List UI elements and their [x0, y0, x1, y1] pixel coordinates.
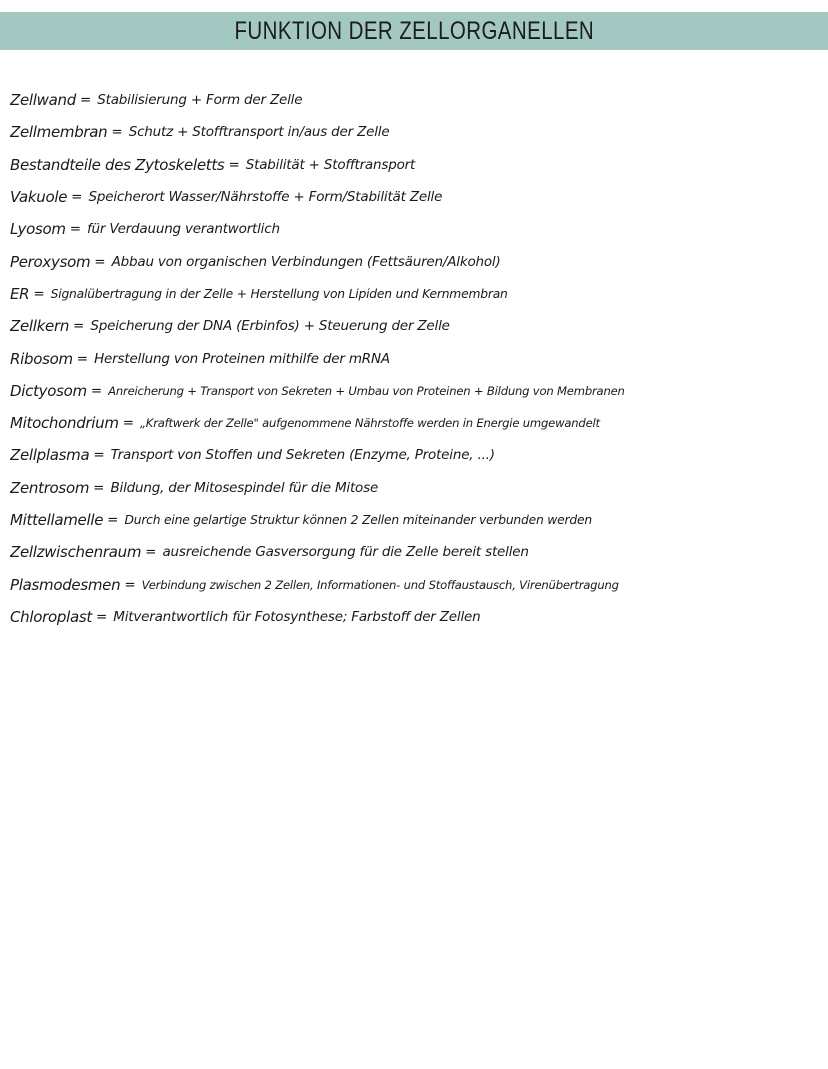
organelle-term: Chloroplast — [10, 607, 92, 626]
organelle-function: Mitverantwortlich für Fotosynthese; Farbstoff der Zellen — [113, 608, 481, 625]
organelle-term: Zellkern — [10, 317, 70, 336]
organelle-function: Schutz + Stofftransport in/aus der Zelle — [128, 124, 390, 141]
organelle-term: Peroxysom — [10, 252, 91, 271]
note-line: Dictyosom = Anreicherung + Transport von Sekreten + Umbau von Proteinen + Bildung von Membranen — [10, 381, 625, 400]
organelle-function: Verbindung zwischen 2 Zellen, Informationen- und Stoffaustausch, Virenübertragung — [141, 577, 619, 592]
note-line: Zellwand = Stabilisierung + Form der Zelle — [10, 91, 303, 110]
note-line: Zellzwischenraum = ausreichende Gasversorgung für die Zelle bereit stellen — [10, 543, 529, 562]
note-line: Peroxysom = Abbau von organischen Verbindungen (Fettsäuren/Alkohol) — [10, 252, 501, 271]
note-line: Zellkern = Speicherung der DNA (Erbinfos) + Steuerung der Zelle — [10, 317, 450, 336]
organelle-function: „Kraftwerk der Zelle" aufgenommene Nährstoffe werden in Energie umgewandelt — [140, 416, 600, 431]
title-bar — [0, 12, 828, 50]
organelle-term: Lyosom — [10, 220, 66, 239]
organelle-term: ER — [10, 284, 30, 303]
note-line: Mitochondrium = „Kraftwerk der Zelle" aufgenommene Nährstoffe werden in Energie umgewandelt — [10, 414, 600, 433]
organelle-function: Anreicherung + Transport von Sekreten + Umbau von Proteinen + Bildung von Membranen — [108, 383, 625, 398]
organelle-term: Mitochondrium — [10, 414, 119, 433]
note-line: Mittellamelle = Durch eine gelartige Struktur können 2 Zellen miteinander verbunden werden — [10, 511, 592, 529]
organelle-function: Durch eine gelartige Struktur können 2 Zellen miteinander verbunden werden — [124, 513, 592, 527]
organelle-term: Zellplasma — [10, 446, 90, 465]
organelle-function: Speicherung der DNA (Erbinfos) + Steuerung der Zelle — [90, 318, 450, 335]
note-line: ER = Signalübertragung in der Zelle + Herstellung von Lipiden und Kernmembran — [10, 284, 508, 303]
organelle-term: Plasmodesmen — [10, 575, 121, 594]
organelle-term: Zentrosom — [10, 478, 90, 497]
organelle-term: Zellzwischenraum — [10, 543, 142, 562]
organelle-notes-list — [10, 84, 820, 633]
organelle-function: Bildung, der Mitosespindel für die Mitose — [110, 479, 379, 496]
organelle-function: Stabilität + Stofftransport — [245, 156, 416, 173]
note-line: Ribosom = Herstellung von Proteinen mithilfe der mRNA — [10, 349, 390, 368]
organelle-function: Herstellung von Proteinen mithilfe der mRNA — [94, 350, 390, 367]
organelle-function: Signalübertragung in der Zelle + Herstellung von Lipiden und Kernmembran — [50, 286, 508, 301]
note-line: Plasmodesmen = Verbindung zwischen 2 Zellen, Informationen- und Stoffaustausch, Virenübertragung — [10, 575, 619, 594]
organelle-term: Mittellamelle — [10, 511, 104, 529]
page-title: FUNKTION DER ZELLORGANELLEN — [234, 16, 594, 45]
organelle-function: ausreichende Gasversorgung für die Zelle bereit stellen — [162, 544, 529, 561]
organelle-function: für Verdauung verantwortlich — [87, 221, 280, 238]
note-line: Lyosom = für Verdauung verantwortlich — [10, 220, 280, 239]
note-line: Vakuole = Speicherort Wasser/Nährstoffe + Form/Stabilität Zelle — [10, 188, 443, 207]
note-line: Chloroplast = Mitverantwortlich für Fotosynthese; Farbstoff der Zellen — [10, 607, 481, 626]
organelle-function: Speicherort Wasser/Nährstoffe + Form/Stabilität Zelle — [88, 189, 443, 206]
organelle-term: Bestandteile des Zytoskeletts — [10, 155, 225, 174]
organelle-term: Vakuole — [10, 188, 68, 207]
note-line: Bestandteile des Zytoskeletts = Stabilität + Stofftransport — [10, 155, 416, 174]
organelle-term: Zellwand — [10, 91, 76, 110]
note-line: Zellplasma = Transport von Stoffen und Sekreten (Enzyme, Proteine, ...) — [10, 446, 495, 465]
organelle-term: Zellmembran — [10, 123, 108, 142]
organelle-function: Transport von Stoffen und Sekreten (Enzyme, Proteine, ...) — [110, 447, 495, 464]
note-line: Zellmembran = Schutz + Stofftransport in/aus der Zelle — [10, 123, 390, 142]
note-line: Zentrosom = Bildung, der Mitosespindel für die Mitose — [10, 478, 379, 497]
organelle-term: Ribosom — [10, 349, 73, 368]
organelle-function: Stabilisierung + Form der Zelle — [97, 92, 303, 109]
organelle-term: Dictyosom — [10, 381, 87, 400]
organelle-function: Abbau von organischen Verbindungen (Fettsäuren/Alkohol) — [111, 253, 501, 270]
